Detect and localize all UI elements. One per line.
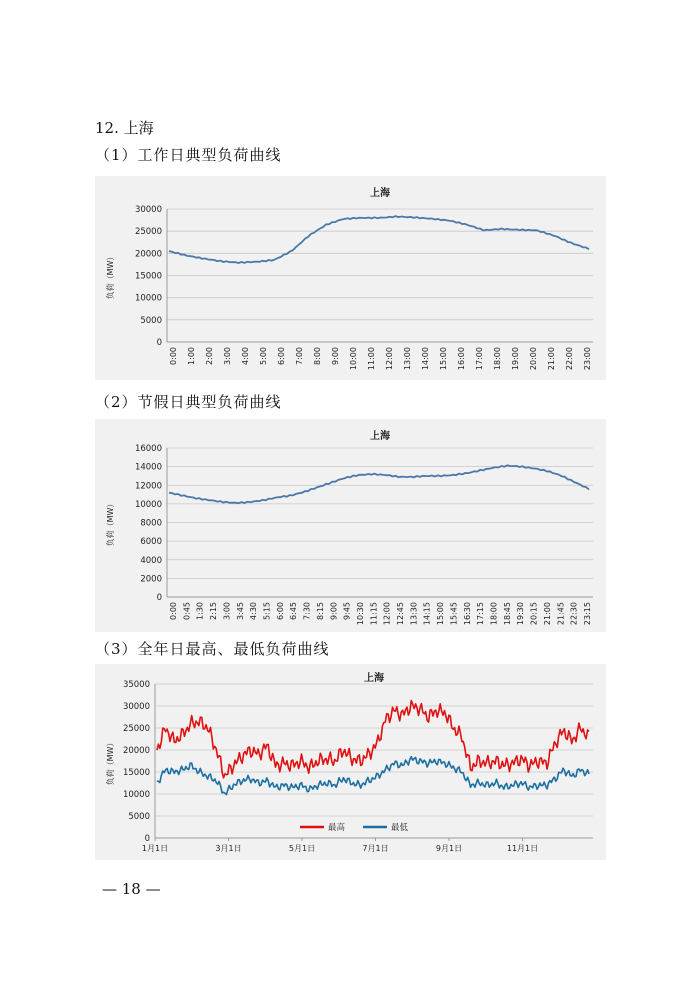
x-tick-label: 7:30 [302,602,312,620]
x-tick-label: 9:45 [342,602,352,620]
y-tick-label: 2000 [140,574,162,585]
x-tick-label: 17:15 [476,602,486,626]
y-tick-label: 0 [156,338,162,348]
x-tick-label: 15:45 [449,602,459,626]
y-tick-label: 10000 [122,790,150,800]
x-tick-label: 0:00 [169,347,178,365]
x-tick-label: 18:45 [502,602,512,626]
annual-load-chart [95,664,606,860]
x-tick-label: 20:15 [529,602,539,626]
y-tick-label: 30000 [122,702,150,712]
y-tick-label: 25000 [134,227,162,238]
weekday-load-chart-svg [95,176,606,380]
y-tick-label: 35000 [122,680,150,690]
x-tick-label: 12:45 [396,602,406,626]
chart-title: 上海 [370,188,390,199]
series-line-负荷 [169,216,589,263]
x-tick-label: 7:00 [295,347,304,365]
x-tick-label: 13:00 [403,347,412,371]
x-tick-label: 16:30 [462,602,472,626]
y-tick-label: 0 [156,593,162,603]
x-tick-label: 15:00 [439,347,448,371]
x-tick-label: 3:45 [235,602,245,620]
y-tick-label: 10000 [134,499,162,510]
y-tick-label: 20000 [122,746,150,756]
y-tick-label: 16000 [134,444,162,454]
x-tick-label: 11:00 [367,347,376,371]
x-tick-label: 12:00 [382,602,392,626]
subsection-heading-holiday: （2）节假日典型负荷曲线 [95,393,282,411]
chart-title: 上海 [364,673,384,684]
y-tick-label: 5000 [128,812,150,822]
x-tick-label: 9:00 [329,602,339,620]
x-tick-label: 6:45 [289,602,299,620]
holiday-load-chart-svg [95,419,606,632]
x-tick-label: 16:00 [457,347,466,371]
chart-title: 上海 [370,431,390,442]
x-tick-label: 3:00 [222,602,232,620]
holiday-load-chart [95,419,606,632]
x-tick-label: 19:30 [516,602,526,626]
y-tick-label: 12000 [134,481,162,492]
x-tick-label: 0:45 [182,602,192,620]
y-tick-label: 25000 [122,724,150,734]
x-tick-label: 2:00 [205,347,214,365]
x-tick-label: 23:00 [583,347,592,371]
series-line-最高 [157,701,589,778]
section-heading: 12. 上海 [95,119,154,137]
x-tick-label: 14:15 [422,602,432,626]
y-tick-label: 5000 [140,315,162,326]
x-tick-label: 23:15 [583,602,592,626]
x-tick-label: 13:30 [409,602,419,626]
y-tick-label: 15000 [134,271,162,282]
y-axis-label: 负荷（MW） [106,499,115,547]
x-tick-label: 18:00 [493,347,502,371]
x-tick-label: 1:30 [195,602,205,620]
x-tick-label: 5:15 [262,602,272,620]
x-tick-label: 4:00 [241,347,250,365]
x-tick-label: 18:00 [489,602,499,626]
x-tick-label: 22:00 [565,347,574,371]
x-tick-label: 9月1日 [435,844,463,853]
x-tick-label: 5:00 [259,347,268,365]
x-tick-label: 21:00 [547,347,556,371]
x-tick-label: 1:00 [187,347,196,365]
x-tick-label: 14:00 [421,347,430,371]
x-tick-label: 6:00 [275,602,285,620]
series-line-负荷 [169,465,589,503]
x-tick-label: 19:00 [511,347,520,371]
x-tick-label: 3:00 [223,347,232,365]
x-tick-label: 8:15 [315,602,325,620]
y-tick-label: 20000 [134,249,162,260]
x-tick-label: 10:30 [355,602,365,626]
subsection-heading-weekday: （1）工作日典型负荷曲线 [95,146,282,164]
x-tick-label: 22:30 [569,602,579,626]
y-axis-label: 负荷（MW） [106,252,115,300]
y-tick-label: 14000 [134,462,162,473]
x-tick-label: 11月1日 [506,844,539,853]
x-tick-label: 0:00 [169,602,178,620]
x-tick-label: 1月1日 [141,844,169,853]
legend-label: 最高 [328,823,346,833]
x-tick-label: 20:00 [529,347,538,371]
x-tick-label: 12:00 [385,347,394,371]
y-axis-label: 负荷（MW） [106,738,115,786]
x-tick-label: 7月1日 [362,844,389,853]
legend-label: 最低 [391,823,409,833]
x-tick-label: 5月1日 [288,844,316,853]
x-tick-label: 10:00 [349,347,358,371]
x-tick-label: 21:00 [542,602,552,626]
x-tick-label: 8:00 [313,347,322,365]
page-number: — 18 — [102,880,161,898]
x-tick-label: 17:00 [475,347,484,371]
y-tick-label: 30000 [134,205,162,215]
y-tick-label: 8000 [140,518,162,529]
y-tick-label: 0 [144,834,150,844]
x-tick-label: 11:15 [369,602,379,626]
weekday-load-chart [95,176,606,380]
y-tick-label: 15000 [122,768,150,778]
x-tick-label: 15:00 [436,602,446,626]
annual-load-chart-svg [95,664,606,860]
y-tick-label: 10000 [134,293,162,304]
x-tick-label: 3月1日 [215,844,242,853]
y-tick-label: 4000 [140,555,162,566]
x-tick-label: 6:00 [277,347,286,365]
x-tick-label: 9:00 [331,347,340,365]
x-tick-label: 4:30 [249,602,259,620]
x-tick-label: 2:15 [209,602,219,620]
x-tick-label: 21:45 [556,602,566,626]
y-tick-label: 6000 [140,537,162,548]
subsection-heading-annual: （3）全年日最高、最低负荷曲线 [95,640,330,658]
